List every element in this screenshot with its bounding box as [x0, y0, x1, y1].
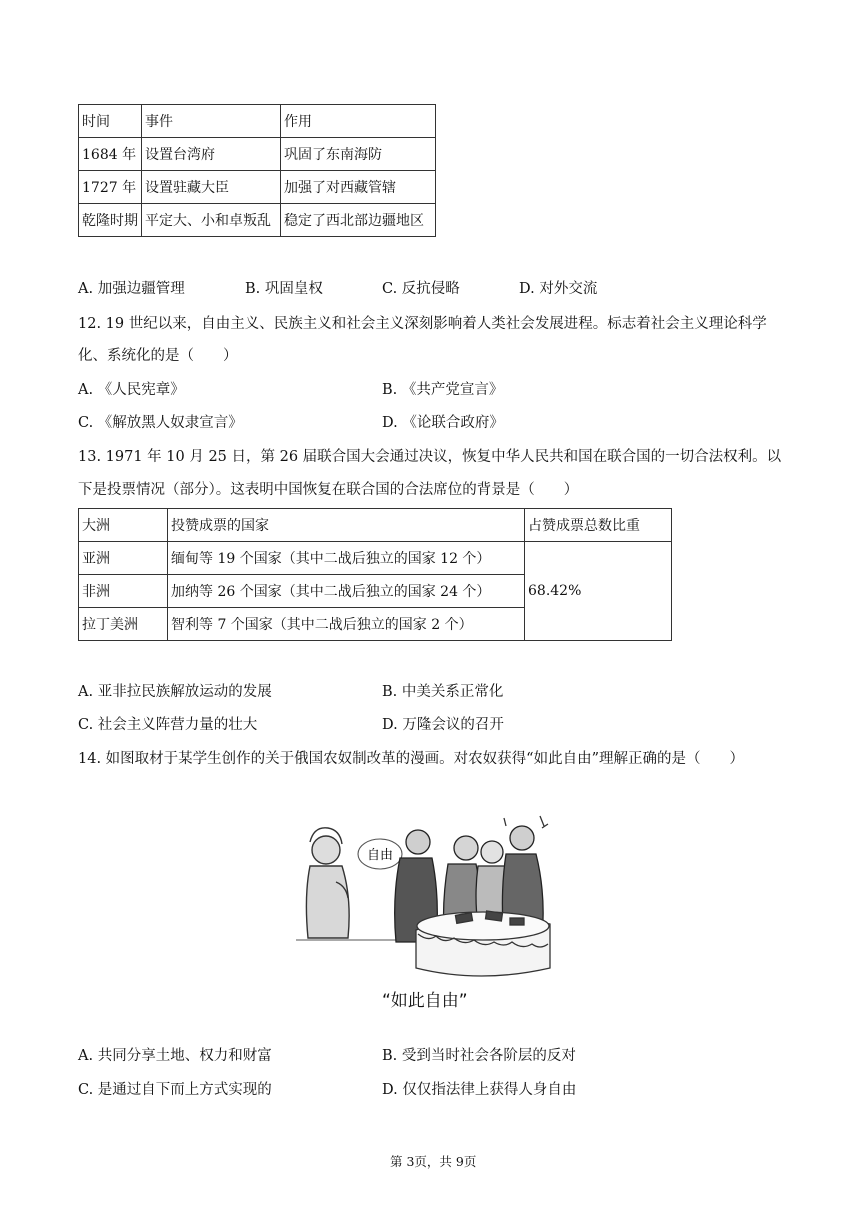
cartoon-image	[296, 812, 564, 982]
table-row	[79, 171, 436, 204]
option-b: B. 巩固皇权	[245, 281, 323, 297]
table-cell: 智利等 7 个国家（其中二战后独立的国家 2 个）	[168, 608, 525, 641]
option-b: B. 中美关系正常化	[382, 684, 504, 700]
table-cell: 加强了对西藏管辖	[281, 171, 436, 204]
page-number: 第 3页，共 9页	[390, 1154, 477, 1169]
table-header-cell: 时间	[79, 105, 142, 138]
cake-illustration	[416, 911, 550, 976]
question-12-stem-cont: 化、系统化的是（ ）	[78, 348, 238, 364]
option-c: C. 社会主义阵营力量的壮大	[78, 717, 258, 733]
table-cell: 亚洲	[79, 542, 168, 575]
table-cell: 设置驻藏大臣	[142, 171, 281, 204]
option-b: B. 《共产党宣言》	[382, 382, 504, 398]
question-14-stem: 14. 如图取材于某学生创作的关于俄国农奴制改革的漫画。对农奴获得“如此自由”理解正确的是（ ）	[78, 751, 744, 767]
question-13-stem: 13. 1971 年 10 月 25 日，第 26 届联合国大会通过决议，恢复中华人民共和国在联合国的一切合法权利。以	[78, 449, 782, 465]
option-d: D. 万隆会议的召开	[382, 717, 504, 733]
option-c: C. 《解放黑人奴隶宣言》	[78, 415, 243, 431]
option-d: D. 对外交流	[519, 281, 598, 297]
table-header-cell: 投赞成票的国家	[168, 509, 525, 542]
option-a: A. 《人民宪章》	[78, 382, 185, 398]
table-cell: 加纳等 26 个国家（其中二战后独立的国家 24 个）	[168, 575, 525, 608]
table-un-vote	[78, 508, 672, 641]
option-a: A. 亚非拉民族解放运动的发展	[78, 684, 272, 700]
table-cell: 平定大、小和卓叛乱	[142, 204, 281, 237]
table-cell: 拉丁美洲	[79, 608, 168, 641]
option-a: A. 共同分享土地、权力和财富	[78, 1048, 272, 1064]
table-row	[79, 509, 672, 542]
table-header-cell: 大洲	[79, 509, 168, 542]
option-c: C. 反抗侵略	[382, 281, 460, 297]
table-cell: 1684 年	[79, 138, 142, 171]
table-row	[79, 542, 672, 575]
table-row	[79, 204, 436, 237]
cartoon-bubble-text: 自由	[366, 848, 394, 863]
table-cell: 1727 年	[79, 171, 142, 204]
table-header-cell: 作用	[281, 105, 436, 138]
table-row	[79, 138, 436, 171]
table-cell: 巩固了东南海防	[281, 138, 436, 171]
table-header-cell: 占赞成票总数比重	[525, 509, 672, 542]
question-13-stem-cont: 下是投票情况（部分）。这表明中国恢复在联合国的合法席位的背景是（ ）	[78, 482, 579, 498]
option-d: D. 《论联合政府》	[382, 415, 504, 431]
table-cell: 乾隆时期	[79, 204, 142, 237]
table-cell: 缅甸等 19 个国家（其中二战后独立的国家 12 个）	[168, 542, 525, 575]
table-qing-frontier	[78, 104, 436, 237]
option-b: B. 受到当时社会各阶层的反对	[382, 1048, 576, 1064]
table-cell: 非洲	[79, 575, 168, 608]
table-cell: 设置台湾府	[142, 138, 281, 171]
question-12-stem: 12. 19 世纪以来，自由主义、民族主义和社会主义深刻影响着人类社会发展进程。标志着社会主义理论科学	[78, 316, 767, 332]
cartoon-caption: “如此自由”	[382, 991, 468, 1011]
table-cell: 稳定了西北部边疆地区	[281, 204, 436, 237]
option-c: C. 是通过自下而上方式实现的	[78, 1082, 272, 1098]
table-header-cell: 事件	[142, 105, 281, 138]
option-a: A. 加强边疆管理	[78, 281, 185, 297]
table-row	[79, 105, 436, 138]
serf-figure	[306, 828, 349, 938]
table-cell-merged: 68.42%	[525, 542, 672, 641]
option-d: D. 仅仅指法律上获得人身自由	[382, 1082, 577, 1098]
